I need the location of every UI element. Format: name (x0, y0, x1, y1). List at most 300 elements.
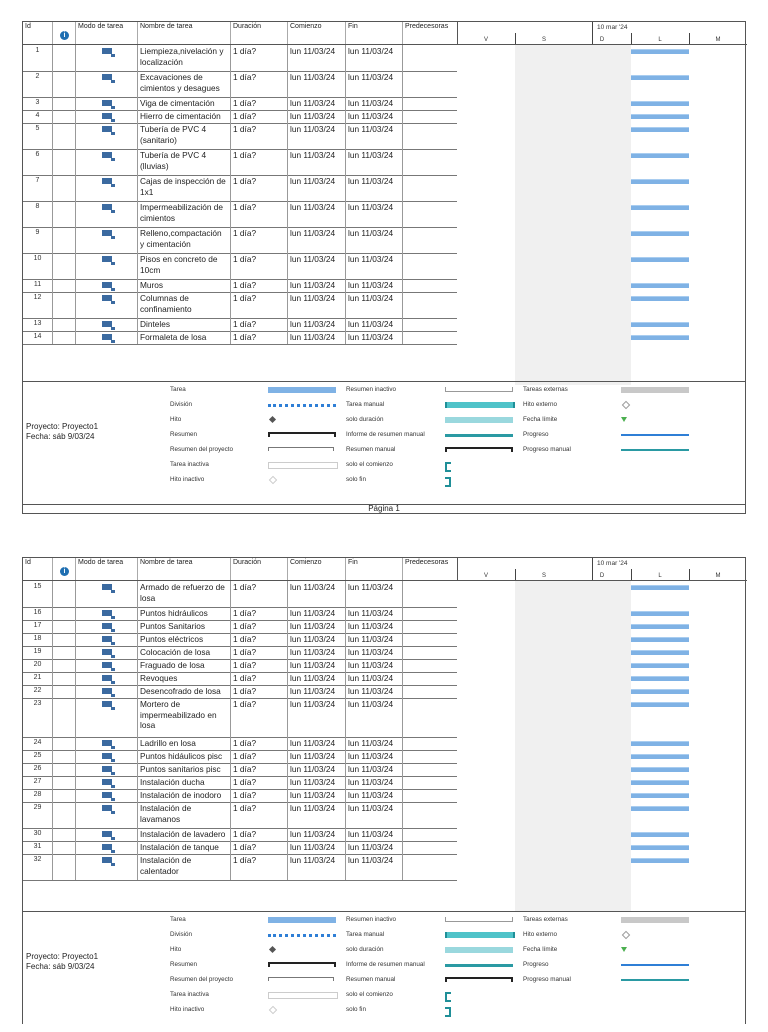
task-finish: lun 11/03/24 (346, 581, 403, 607)
task-mode (76, 123, 138, 149)
gantt-bar[interactable] (631, 689, 689, 694)
header-mode: Modo de tarea (76, 558, 138, 580)
task-mode (76, 110, 138, 123)
auto-schedule-icon (102, 282, 112, 288)
task-predecessors (403, 253, 457, 279)
header-duration: Duración (231, 558, 288, 580)
gantt-bar[interactable] (631, 832, 689, 837)
task-name: Relleno,compactación y cimentación (138, 227, 231, 253)
legend-symbol (445, 962, 513, 967)
task-duration: 1 día? (231, 672, 288, 685)
task-id: 23 (23, 698, 53, 737)
print-page-2 (22, 557, 746, 1024)
task-mode (76, 737, 138, 750)
task-id: 3 (23, 97, 53, 110)
auto-schedule-icon (102, 100, 112, 106)
task-predecessors (403, 149, 457, 175)
task-name: Excavaciones de cimientos y desagues (138, 71, 231, 97)
legend-label: Hito (170, 416, 182, 423)
task-mode (76, 685, 138, 698)
legend-symbol (445, 992, 451, 1002)
task-duration: 1 día? (231, 789, 288, 802)
legend-label: Tarea manual (346, 401, 385, 408)
legend-label: Tarea (170, 916, 186, 923)
task-predecessors (403, 776, 457, 789)
task-start: lun 11/03/24 (288, 149, 346, 175)
task-name: Ladrillo en losa (138, 737, 231, 750)
table-row[interactable] (23, 123, 457, 150)
auto-schedule-icon (102, 662, 112, 668)
task-name: Tubería de PVC 4 (lluvias) (138, 149, 231, 175)
info-icon: i (60, 567, 69, 576)
task-predecessors (403, 201, 457, 227)
task-start: lun 11/03/24 (288, 633, 346, 646)
legend-symbol (268, 932, 336, 937)
task-predecessors (403, 607, 457, 620)
task-start: lun 11/03/24 (288, 331, 346, 344)
gantt-bar[interactable] (631, 127, 689, 132)
gantt-bar[interactable] (631, 793, 689, 798)
table-row[interactable] (23, 659, 457, 673)
gantt-bar[interactable] (631, 611, 689, 616)
table-row[interactable] (23, 292, 457, 319)
auto-schedule-icon (102, 178, 112, 184)
page-number: Página 1 (368, 504, 400, 513)
task-info (53, 581, 76, 607)
table-row[interactable] (23, 201, 457, 228)
legend-symbol (445, 977, 513, 982)
gantt-bar[interactable] (631, 153, 689, 158)
task-duration: 1 día? (231, 149, 288, 175)
legend-label: Hito inactivo (170, 1006, 205, 1013)
timescale (457, 22, 747, 45)
task-info (53, 318, 76, 331)
task-finish: lun 11/03/24 (346, 201, 403, 227)
task-start: lun 11/03/24 (288, 685, 346, 698)
task-finish: lun 11/03/24 (346, 841, 403, 854)
day-label: L (658, 37, 662, 43)
legend-symbol (445, 477, 451, 487)
header-name: Nombre de tarea (138, 558, 231, 580)
gantt-bar[interactable] (631, 75, 689, 80)
task-predecessors (403, 97, 457, 110)
task-id: 17 (23, 620, 53, 633)
task-name: Pisos en concreto de 10cm (138, 253, 231, 279)
legend-label: solo duración (346, 416, 384, 423)
legend-label: Resumen inactivo (346, 386, 397, 393)
task-predecessors (403, 279, 457, 292)
legend-label: Tareas externas (523, 386, 568, 393)
task-mode (76, 646, 138, 659)
task-name: Liempieza,nivelación y localización (138, 45, 231, 71)
gantt-bar[interactable] (631, 676, 689, 681)
task-start: lun 11/03/24 (288, 253, 346, 279)
gantt-bar[interactable] (631, 754, 689, 759)
task-id: 25 (23, 750, 53, 763)
day-label: V (483, 37, 488, 43)
task-mode (76, 292, 138, 318)
legend-label: Hito inactivo (170, 476, 205, 483)
legend-symbol (445, 387, 513, 392)
table-row[interactable] (23, 841, 457, 855)
task-duration: 1 día? (231, 71, 288, 97)
legend-label: Resumen manual (346, 976, 396, 983)
auto-schedule-icon (102, 256, 112, 262)
project-info (26, 422, 98, 442)
project-date: Fecha: sáb 9/03/24 (26, 432, 95, 441)
task-start: lun 11/03/24 (288, 776, 346, 789)
task-name: Puntos eléctricos (138, 633, 231, 646)
table-row[interactable] (23, 110, 457, 124)
task-mode (76, 175, 138, 201)
task-predecessors (403, 123, 457, 149)
task-info (53, 737, 76, 750)
task-duration: 1 día? (231, 737, 288, 750)
header-info (53, 22, 76, 44)
task-mode (76, 789, 138, 802)
task-start: lun 11/03/24 (288, 110, 346, 123)
legend-label: Progreso (523, 431, 549, 438)
legend-symbol (268, 962, 336, 967)
timescale (457, 558, 747, 581)
legend-symbol (268, 947, 275, 952)
task-finish: lun 11/03/24 (346, 789, 403, 802)
legend-symbol (445, 432, 513, 437)
legend-label: División (170, 401, 193, 408)
legend-symbol (445, 402, 515, 408)
task-name: Revoques (138, 672, 231, 685)
table-row[interactable] (23, 633, 457, 647)
gantt-bar[interactable] (631, 650, 689, 655)
auto-schedule-icon (102, 623, 112, 629)
task-start: lun 11/03/24 (288, 763, 346, 776)
task-name: Viga de cimentación (138, 97, 231, 110)
table-row[interactable] (23, 253, 457, 280)
legend-label: solo el comienzo (346, 991, 393, 998)
task-predecessors (403, 71, 457, 97)
task-name: Puntos Sanitarios (138, 620, 231, 633)
gantt-bar[interactable] (631, 179, 689, 184)
legend-label: Informe de resumen manual (346, 961, 425, 968)
gantt-bar[interactable] (631, 585, 689, 590)
task-finish: lun 11/03/24 (346, 854, 403, 880)
task-finish: lun 11/03/24 (346, 672, 403, 685)
task-id: 22 (23, 685, 53, 698)
task-finish: lun 11/03/24 (346, 737, 403, 750)
task-finish: lun 11/03/24 (346, 45, 403, 71)
task-finish: lun 11/03/24 (346, 685, 403, 698)
legend-symbol (268, 417, 275, 422)
task-name: Hierro de cimentación (138, 110, 231, 123)
auto-schedule-icon (102, 805, 112, 811)
task-info (53, 789, 76, 802)
table-row[interactable] (23, 227, 457, 254)
task-start: lun 11/03/24 (288, 292, 346, 318)
task-info (53, 646, 76, 659)
task-predecessors (403, 672, 457, 685)
table-row[interactable] (23, 581, 457, 608)
legend-symbol (268, 447, 334, 451)
weekend-shading (515, 45, 631, 385)
task-id: 13 (23, 318, 53, 331)
legend-symbol (621, 962, 689, 966)
task-info (53, 71, 76, 97)
table-row[interactable] (23, 149, 457, 176)
auto-schedule-icon (102, 675, 112, 681)
table-row[interactable] (23, 685, 457, 699)
gantt-bar[interactable] (631, 296, 689, 301)
task-info (53, 110, 76, 123)
task-info (53, 828, 76, 841)
task-mode (76, 253, 138, 279)
day-label: D (599, 37, 605, 43)
table-row[interactable] (23, 71, 457, 98)
gantt-bar[interactable] (631, 231, 689, 236)
auto-schedule-icon (102, 584, 112, 590)
task-start: lun 11/03/24 (288, 854, 346, 880)
task-name: Impermeabilización de cimientos (138, 201, 231, 227)
gantt-bar[interactable] (631, 624, 689, 629)
task-finish: lun 11/03/24 (346, 123, 403, 149)
task-name: Columnas de confinamiento (138, 292, 231, 318)
task-info (53, 750, 76, 763)
header-finish: Fin (346, 558, 403, 580)
table-row[interactable] (23, 776, 457, 790)
auto-schedule-icon (102, 48, 112, 54)
day-label: D (599, 573, 605, 579)
task-duration: 1 día? (231, 110, 288, 123)
gantt-bar[interactable] (631, 663, 689, 668)
gantt-chart (457, 558, 747, 581)
task-duration: 1 día? (231, 292, 288, 318)
gantt-bar[interactable] (631, 741, 689, 746)
legend-label: Tareas externas (523, 916, 568, 923)
table-row[interactable] (23, 175, 457, 202)
legend-label: Resumen del proyecto (170, 976, 234, 983)
task-mode (76, 698, 138, 737)
task-predecessors (403, 750, 457, 763)
task-duration: 1 día? (231, 581, 288, 607)
task-finish: lun 11/03/24 (346, 71, 403, 97)
header-info (53, 558, 76, 580)
gantt-bar[interactable] (631, 335, 689, 340)
gantt-bar[interactable] (631, 257, 689, 262)
task-info (53, 253, 76, 279)
legend-symbol (268, 462, 338, 469)
task-mode (76, 763, 138, 776)
task-id: 6 (23, 149, 53, 175)
gantt-bar[interactable] (631, 101, 689, 106)
task-finish: lun 11/03/24 (346, 620, 403, 633)
legend-symbol (621, 932, 629, 938)
table-row[interactable] (23, 97, 457, 111)
task-start: lun 11/03/24 (288, 581, 346, 607)
legend-symbol (621, 917, 689, 923)
task-start: lun 11/03/24 (288, 607, 346, 620)
task-mode (76, 841, 138, 854)
table-row[interactable] (23, 331, 457, 345)
task-info (53, 97, 76, 110)
task-predecessors (403, 292, 457, 318)
auto-schedule-icon (102, 792, 112, 798)
gantt-bar[interactable] (631, 845, 689, 850)
task-info (53, 175, 76, 201)
timescale-week: 10 mar '24 (597, 560, 628, 567)
table-row[interactable] (23, 620, 457, 634)
table-row[interactable] (23, 854, 457, 881)
table-row[interactable] (23, 318, 457, 332)
task-name: Desencofrado de losa (138, 685, 231, 698)
task-id: 8 (23, 201, 53, 227)
task-predecessors (403, 318, 457, 331)
task-id: 15 (23, 581, 53, 607)
table-row[interactable] (23, 802, 457, 829)
task-id: 9 (23, 227, 53, 253)
task-info (53, 802, 76, 828)
task-finish: lun 11/03/24 (346, 175, 403, 201)
gantt-bar[interactable] (631, 283, 689, 288)
task-id: 1 (23, 45, 53, 71)
table-row[interactable] (23, 646, 457, 660)
legend-label: Hito (170, 946, 182, 953)
legend-symbol (621, 417, 627, 422)
info-icon: i (60, 31, 69, 40)
legend-symbol (621, 387, 689, 393)
task-mode (76, 318, 138, 331)
gantt-bar[interactable] (631, 702, 689, 707)
gantt-bar[interactable] (631, 806, 689, 811)
header-duration: Duración (231, 22, 288, 44)
task-finish: lun 11/03/24 (346, 776, 403, 789)
weekend-shading (515, 581, 631, 911)
task-finish: lun 11/03/24 (346, 292, 403, 318)
task-duration: 1 día? (231, 828, 288, 841)
task-predecessors (403, 646, 457, 659)
table-row[interactable] (23, 750, 457, 764)
task-finish: lun 11/03/24 (346, 659, 403, 672)
auto-schedule-icon (102, 857, 112, 863)
task-name: Colocación de losa (138, 646, 231, 659)
legend-label: Tarea inactiva (170, 991, 209, 998)
task-info (53, 620, 76, 633)
auto-schedule-icon (102, 126, 112, 132)
legend-label: Resumen (170, 961, 197, 968)
table-row[interactable] (23, 737, 457, 751)
task-info (53, 659, 76, 672)
legend-label: solo fin (346, 1006, 366, 1013)
task-name: Dinteles (138, 318, 231, 331)
task-id: 31 (23, 841, 53, 854)
task-id: 14 (23, 331, 53, 344)
table-row[interactable] (23, 279, 457, 293)
task-id: 30 (23, 828, 53, 841)
gantt-bar[interactable] (631, 780, 689, 785)
task-info (53, 149, 76, 175)
task-info (53, 841, 76, 854)
legend-label: Progreso manual (523, 446, 571, 453)
task-predecessors (403, 110, 457, 123)
gantt-bar[interactable] (631, 858, 689, 863)
task-start: lun 11/03/24 (288, 227, 346, 253)
task-start: lun 11/03/24 (288, 828, 346, 841)
task-duration: 1 día? (231, 253, 288, 279)
gantt-bar[interactable] (631, 322, 689, 327)
legend-symbol (621, 402, 629, 408)
task-start: lun 11/03/24 (288, 750, 346, 763)
task-info (53, 201, 76, 227)
table-row[interactable] (23, 45, 457, 72)
task-duration: 1 día? (231, 750, 288, 763)
task-duration: 1 día? (231, 698, 288, 737)
legend-symbol (445, 932, 515, 938)
table-row[interactable] (23, 828, 457, 842)
legend-label: Fecha límite (523, 416, 558, 423)
table-row[interactable] (23, 698, 457, 738)
task-finish: lun 11/03/24 (346, 698, 403, 737)
task-finish: lun 11/03/24 (346, 802, 403, 828)
task-mode (76, 607, 138, 620)
task-duration: 1 día? (231, 659, 288, 672)
task-id: 27 (23, 776, 53, 789)
legend-symbol (445, 947, 513, 953)
header-name: Nombre de tarea (138, 22, 231, 44)
day-label: V (483, 573, 488, 579)
task-info (53, 607, 76, 620)
task-name: Muros (138, 279, 231, 292)
task-start: lun 11/03/24 (288, 659, 346, 672)
task-start: lun 11/03/24 (288, 841, 346, 854)
task-info (53, 685, 76, 698)
task-start: lun 11/03/24 (288, 802, 346, 828)
legend-label: Resumen manual (346, 446, 396, 453)
table-row[interactable] (23, 763, 457, 777)
task-mode (76, 97, 138, 110)
legend-label: Tarea manual (346, 931, 385, 938)
legend-label: Resumen inactivo (346, 916, 397, 923)
task-finish: lun 11/03/24 (346, 750, 403, 763)
table-row[interactable] (23, 789, 457, 803)
auto-schedule-icon (102, 779, 112, 785)
table-row[interactable] (23, 607, 457, 621)
header-id: Id (23, 558, 53, 580)
task-finish: lun 11/03/24 (346, 253, 403, 279)
legend-label: Hito externo (523, 931, 557, 938)
day-label: S (541, 573, 546, 579)
task-mode (76, 776, 138, 789)
table-row[interactable] (23, 672, 457, 686)
legend-symbol (268, 977, 334, 981)
task-name: Instalación de lavamanos (138, 802, 231, 828)
task-predecessors (403, 659, 457, 672)
task-id: 16 (23, 607, 53, 620)
legend-label: Resumen del proyecto (170, 446, 234, 453)
gantt-bar[interactable] (631, 114, 689, 119)
gantt-bar[interactable] (631, 49, 689, 54)
gantt-bar[interactable] (631, 637, 689, 642)
task-info (53, 633, 76, 646)
auto-schedule-icon (102, 831, 112, 837)
legend-symbol (268, 432, 336, 437)
task-finish: lun 11/03/24 (346, 97, 403, 110)
task-mode (76, 201, 138, 227)
task-predecessors (403, 698, 457, 737)
gantt-bar[interactable] (631, 767, 689, 772)
gantt-bar[interactable] (631, 205, 689, 210)
task-finish: lun 11/03/24 (346, 633, 403, 646)
legend-symbol (268, 387, 336, 393)
task-id: 2 (23, 71, 53, 97)
task-info (53, 763, 76, 776)
